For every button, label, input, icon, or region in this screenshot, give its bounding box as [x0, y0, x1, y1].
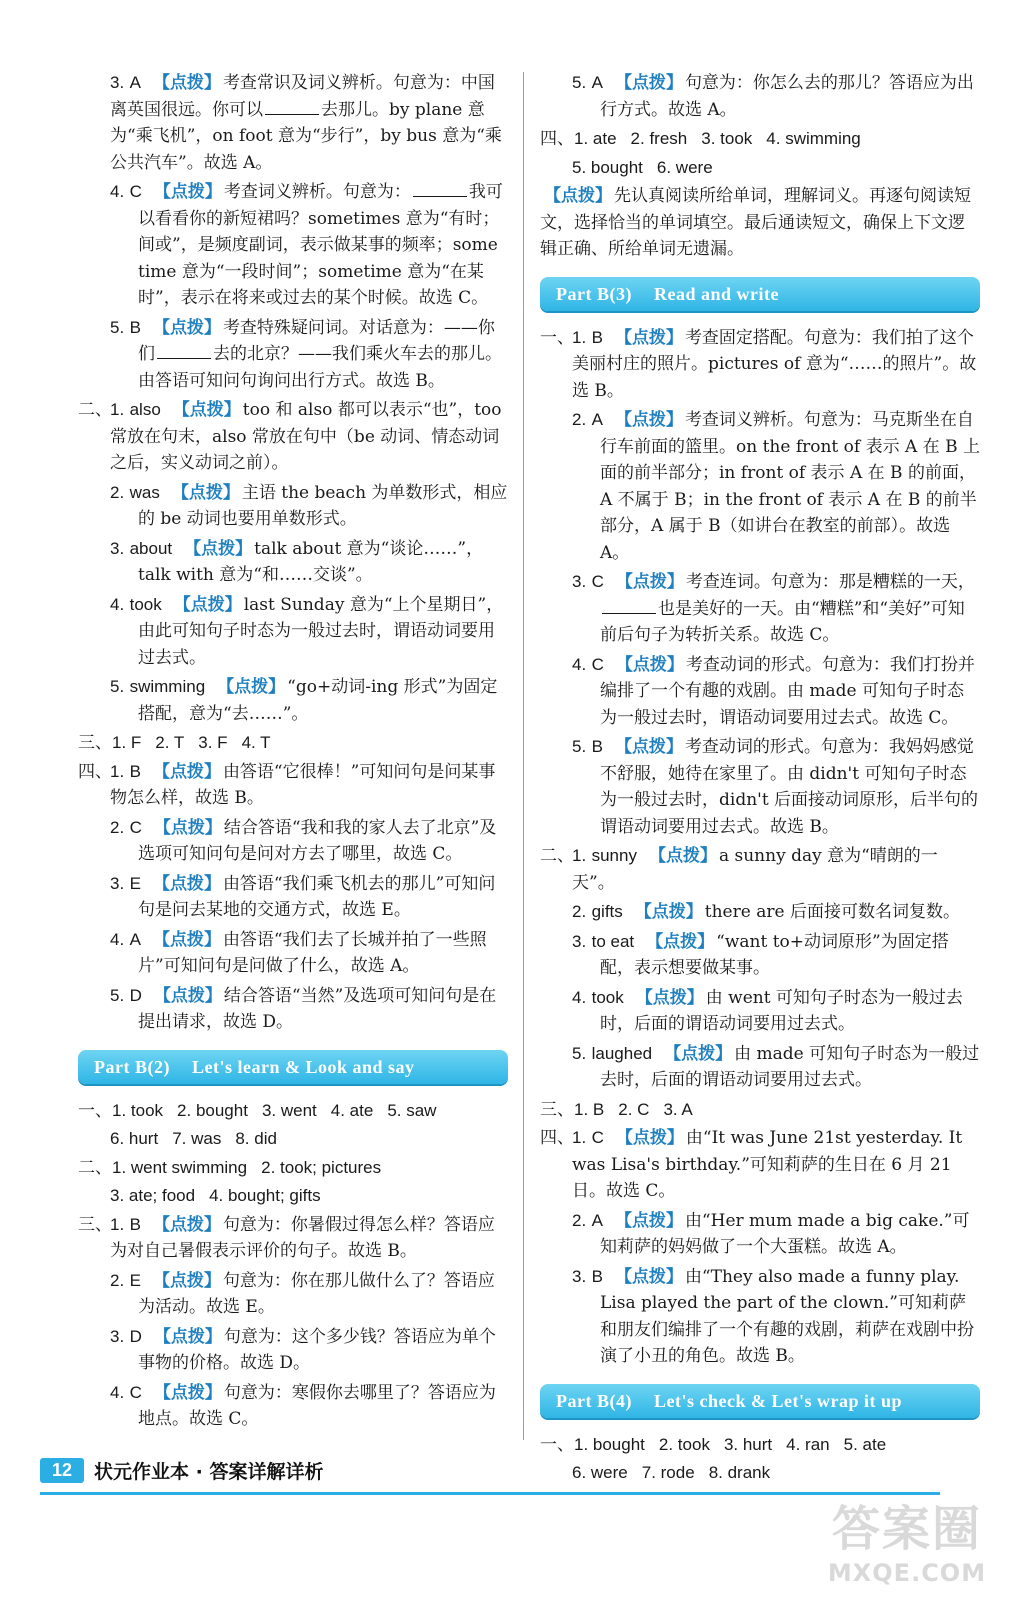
answer: laughed [591, 1043, 653, 1063]
answer: C [591, 654, 604, 674]
answer: to eat [591, 931, 635, 951]
answer: D [129, 985, 142, 1005]
answer: E [129, 1270, 141, 1290]
section-number: 三、 [540, 1099, 574, 1119]
section-number: 二、 [78, 1157, 112, 1177]
answer-row: 三、1. F 2. T 3. F 4. T [78, 730, 508, 757]
answer-item: 三、1. B【 点拨 】 句意为：你暑假过得怎么样？答语应为对自己暑假表示评价的句子。故选 B。 [78, 1212, 508, 1265]
answer: B [129, 317, 141, 337]
answer-row: 6. were 7. rode 8. drank [572, 1463, 771, 1482]
answer-item: 3. about【 点拨 】 talk about 意为“谈论……”，talk with 意为“和……交谈”。 [78, 536, 508, 589]
right-column [540, 70, 980, 1489]
hint-tag: 【 点拨 】 [649, 846, 717, 866]
answer-item: 4. took【 点拨 】 由 went 可知句子时态为一般过去时，后面的谓语动词要用过去式。 [540, 985, 980, 1038]
answer-row: 二、1. went swimming 2. took; pictures [78, 1155, 508, 1182]
answer-item: 四、1. C【 点拨 】 由“It was June 21st yesterday. It was Lisa's birthday.”可知莉萨的生日在 6 月 21 日。故选 C。 [540, 1125, 980, 1205]
answer: about [129, 538, 173, 558]
hint-tag: 【 点拨 】 [184, 539, 252, 559]
section-number: 四、 [540, 129, 574, 148]
answer-item: 5. B【 点拨 】 考查特殊疑问词。对话意为：——你们 去的北京？——我们乘火车去的那儿。由答语可知问句询问出行方式。故选 B。 [78, 315, 508, 395]
hint-tag: 【 点拨 】 [153, 930, 221, 950]
answer-item: 5. D【 点拨 】 结合答语“当然”及选项可知问句是在提出请求，故选 D。 [78, 983, 508, 1036]
hint-tag: 【 点拨 】 [217, 677, 285, 697]
section-number: 三、 [78, 1214, 112, 1235]
answer-item: 一、1. B【 点拨 】 考查固定搭配。句意为：我们拍了这个美丽村庄的照片。pictures of 意为“……的照片”。故选 B。 [540, 325, 980, 405]
hint-note: 【 点拨 】 先认真阅读所给单词，理解词义。再逐句阅读短文，选择恰当的单词填空。最后通读短文，确保上下文逻辑正确、所给单词无遗漏。 [540, 183, 980, 263]
section-banner-part-b2: Part B(2) Let's learn & Look and say [78, 1050, 508, 1084]
section-number: 二、 [540, 846, 574, 866]
answer-item: 3. B【 点拨 】 由“They also made a funny play. Lisa played the part of the clown.”可知莉萨和朋友们编排了一个有趣的戏剧，莉萨在戏剧中扮演了小丑的角色。故选 B。 [540, 1264, 980, 1370]
answer: C [129, 817, 142, 837]
answer: D [129, 1326, 142, 1346]
hint-tag: 【 点拨 】 [173, 400, 241, 420]
site-watermark: 答案圈 MXQE.COM [827, 1501, 987, 1587]
answer-item: 二、1. sunny【 点拨 】 a sunny day 意为“晴朗的一天”。 [540, 843, 980, 896]
answer: took [129, 594, 162, 614]
section-number: 四、 [540, 1128, 574, 1148]
answer-item: 2. A【 点拨 】 由“Her mum made a big cake.”可知莉萨的妈妈做了一个大蛋糕。故选 A。 [540, 1208, 980, 1261]
answer: A [591, 73, 603, 92]
hint-tag: 【 点拨 】 [154, 818, 222, 838]
answer: gifts [591, 902, 623, 921]
answer-item: 4. C【 点拨 】 句意为：寒假你去哪里了？答语应为地点。故选 C。 [78, 1380, 508, 1433]
answer: B [591, 737, 603, 756]
hint-tag: 【 点拨 】 [172, 483, 240, 503]
hint-tag: 【 点拨 】 [636, 988, 704, 1008]
hint-tag: 【 点拨 】 [616, 572, 684, 592]
answer-item: 2. C【 点拨 】 结合答语“我和我的家人去了北京”及选项可知问句是问对方去了哪里，故选 C。 [78, 815, 508, 868]
hint-tag: 【 点拨 】 [153, 318, 221, 338]
hint-tag: 【 点拨 】 [616, 1128, 684, 1148]
answer-item: 4. C【 点拨 】 考查动词的形式。句意为：我们打扮并编排了一个有趣的戏剧。由 made 可知句子时态为一般过去时，谓语动词要用过去式。故选 C。 [540, 652, 980, 732]
answer-item: 5. B【 点拨 】 考查动词的形式。句意为：我妈妈感觉不舒服，她待在家里了。由 didn't 可知句子时态为一般过去时，didn't 后面接动词原形，后半句的谓语动词要用过去式。故选 B。 [540, 734, 980, 840]
section-number: 一、 [540, 1434, 574, 1454]
hint-tag: 【 点拨 】 [544, 186, 612, 206]
answer: B [129, 1214, 141, 1234]
hint-tag: 【 点拨 】 [153, 1215, 221, 1235]
answer: was [129, 482, 160, 502]
answer: A [129, 929, 141, 949]
answer: sunny [591, 846, 637, 865]
hint-tag: 【 点拨 】 [154, 986, 222, 1006]
section-number: 一、 [540, 327, 574, 348]
answer-item: 3. E【 点拨 】 由答语“我们乘飞机去的那儿”可知问句是问去某地的交通方式，故选 E。 [78, 871, 508, 924]
answer: took [591, 987, 624, 1007]
answer: A [591, 1210, 603, 1230]
answer: B [129, 761, 141, 781]
answer-item: 2. E【 点拨 】 句意为：你在那儿做什么了？答语应为活动。故选 E。 [78, 1268, 508, 1321]
hint-tag: 【 点拨 】 [615, 737, 683, 757]
hint-tag: 【 点拨 】 [153, 1271, 221, 1291]
section-banner-part-b4: Part B(4) Let's check & Let's wrap it up [540, 1384, 980, 1418]
book-title: 状元作业本 · 答案详解详析 [94, 1460, 324, 1483]
answer: E [129, 873, 141, 893]
section-number: 三、 [78, 733, 112, 752]
answer-item: 二、1. also【 点拨 】 too 和 also 都可以表示“也”，too 常放在句末，also 常放在句中（be 动词、情态动词之后，实义动词之前）。 [78, 397, 508, 477]
answer-item: 5. swimming【 点拨 】 “go+动词-ing 形式”为固定搭配，意为“去……”。 [78, 674, 508, 727]
answer: B [591, 1266, 603, 1286]
hint-tag: 【 点拨 】 [664, 1044, 732, 1064]
answer-row: 3. ate; food 4. bought; gifts [110, 1186, 321, 1205]
hint-tag: 【 点拨 】 [615, 1211, 683, 1231]
blank-line [157, 342, 211, 359]
hint-tag: 【 点拨 】 [153, 762, 221, 782]
hint-tag: 【 点拨 】 [615, 1267, 683, 1287]
column-divider [523, 72, 524, 1440]
hint-tag: 【 点拨 】 [616, 655, 684, 675]
answer: A [591, 410, 603, 429]
answer-item: 2. was【 点拨 】 主语 the beach 为单数形式，相应的 be 动词也要用单数形式。 [78, 480, 508, 533]
hint-tag: 【 点拨 】 [174, 595, 242, 615]
answer-item: 5. A【 点拨 】 句意为：你怎么去的那儿？答语应为出行方式。故选 A。 [540, 70, 980, 123]
hint-tag: 【 点拨 】 [635, 902, 703, 922]
answer-item: 5. laughed【 点拨 】 由 made 可知句子时态为一般过去时，后面的谓语动词要用过去式。 [540, 1041, 980, 1094]
hint-tag: 【 点拨 】 [153, 73, 221, 93]
hint-tag: 【 点拨 】 [615, 410, 683, 430]
section-banner-part-b3: Part B(3) Read and write [540, 277, 980, 311]
hint-tag: 【 点拨 】 [615, 328, 683, 348]
answer: swimming [129, 677, 206, 696]
answer-item: 3. to eat【 点拨 】 “want to+动词原形”为固定搭配，表示想要做某事。 [540, 929, 980, 982]
hint-tag: 【 点拨 】 [154, 1327, 222, 1347]
answer: C [591, 1128, 604, 1147]
hint-tag: 【 点拨 】 [615, 73, 683, 93]
page-footer [40, 1452, 323, 1488]
answer-item: 3. A【 点拨 】 考查常识及词义辨析。句意为：中国离英国很远。你可以 去那儿。by plane 意为“乘飞机”，on foot 意为“步行”，by bus 意为“乘公共汽车”。故选 A。 [78, 70, 508, 176]
answer-row: 三、1. B 2. C 3. A [540, 1097, 980, 1124]
answer-row: 一、1. bought 2. took 3. hurt 4. ran 5. ate [540, 1432, 980, 1459]
section-number: 四、 [78, 761, 112, 782]
answer-item: 4. took【 点拨 】 last Sunday 意为“上个星期日”，由此可知句子时态为一般过去时，谓语动词要用过去式。 [78, 592, 508, 672]
answer-item: 3. C【 点拨 】 考查连词。句意为：那是糟糕的一天，也是美好的一天。由“糟糕”和“美好”可知前后句子为转折关系。故选 C。 [540, 569, 980, 649]
hint-tag: 【 点拨 】 [154, 182, 222, 202]
answer-item: 3. D【 点拨 】 句意为：这个多少钱？答语应为单个事物的价格。故选 D。 [78, 1324, 508, 1377]
hint-tag: 【 点拨 】 [646, 932, 714, 952]
answer-row: 四、1. ate 2. fresh 3. took 4. swimming [540, 126, 980, 153]
hint-tag: 【 点拨 】 [154, 1383, 222, 1403]
section-number: 二、 [78, 400, 112, 420]
answer-item: 2. gifts【 点拨 】 there are 后面接可数名词复数。 [540, 899, 980, 926]
left-column [78, 70, 508, 1436]
blank-line [413, 180, 467, 197]
answer: C [591, 572, 604, 591]
answer: A [129, 73, 141, 92]
answer-item: 4. C【 点拨 】 考查词义辨析。句意为： 我可以看看你的新短裙吗？sometimes 意为“有时；间或”，是频度副词，表示做某事的频率；some time 意为“一段时间”；sometime 意为“在某时”，表示在将来或过去的某个时候。故选 C。 [78, 179, 508, 312]
footer-rule [40, 1492, 940, 1495]
page-number: 12 [40, 1458, 84, 1483]
blank-line [265, 98, 319, 115]
answer: also [129, 400, 161, 419]
answer-item: 2. A【 点拨 】 考查词义辨析。句意为：马克斯坐在自行车前面的篮里。on the front of 表示 A 在 B 上面的前半部分；in front of 表示 A 在 B 的前面，A 不属于 B；in the front of 表示 A 在 B 的前半部分，A 属于 B（如讲台在教室的前部）。故选 A。 [540, 407, 980, 566]
answer: C [129, 1382, 142, 1402]
hint-tag: 【 点拨 】 [153, 874, 221, 894]
answer-item: 4. A【 点拨 】 由答语“我们去了长城并拍了一些照片”可知问句是问做了什么，故选 A。 [78, 927, 508, 980]
answer-row: 6. hurt 7. was 8. did [110, 1129, 277, 1148]
blank-line [602, 597, 656, 614]
answer-row: 一、1. took 2. bought 3. went 4. ate 5. saw [78, 1098, 508, 1125]
answer: B [591, 327, 603, 347]
answer: C [129, 182, 142, 201]
answer-item: 四、1. B【 点拨 】 由答语“它很棒！”可知问句是问某事物怎么样，故选 B。 [78, 759, 508, 812]
answer-row: 5. bought 6. were [572, 157, 713, 177]
section-number: 一、 [78, 1100, 112, 1120]
